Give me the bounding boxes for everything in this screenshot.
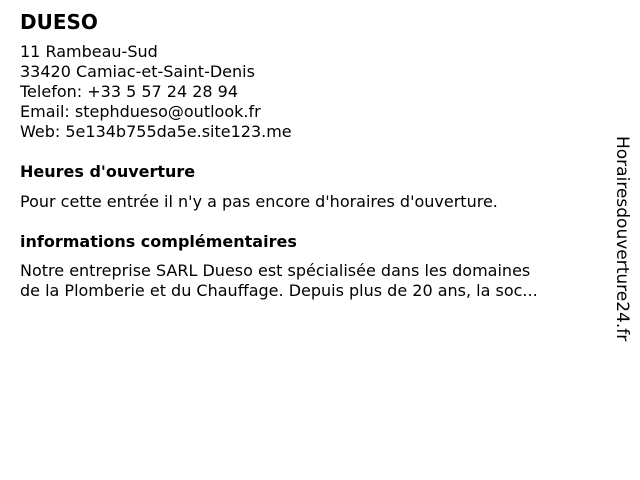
web-line: Web: 5e134b755da5e.site123.me	[20, 122, 292, 141]
address-line-2: 33420 Camiac-et-Saint-Denis	[20, 62, 255, 81]
info-text-line-1: Notre entreprise SARL Dueso est spécialisée dans les domaines	[20, 261, 531, 280]
hours-text: Pour cette entrée il n'y a pas encore d'horaires d'ouverture.	[20, 192, 498, 211]
business-card	[20, 10, 600, 301]
info-text	[20, 261, 600, 301]
info-text-line-2: de la Plomberie et du Chauffage. Depuis plus de 20 ans, la soc...	[20, 281, 538, 300]
info-heading: informations complémentaires	[20, 232, 297, 251]
email-line: Email: stephdueso@outlook.fr	[20, 102, 261, 121]
phone-line: Telefon: +33 5 57 24 28 94	[20, 82, 239, 101]
site-brand-label: Horairesdouverture24.fr	[612, 136, 632, 342]
business-name: DUESO	[20, 10, 98, 34]
hours-heading: Heures d'ouverture	[20, 162, 196, 181]
address-line-1: 11 Rambeau-Sud	[20, 42, 158, 61]
